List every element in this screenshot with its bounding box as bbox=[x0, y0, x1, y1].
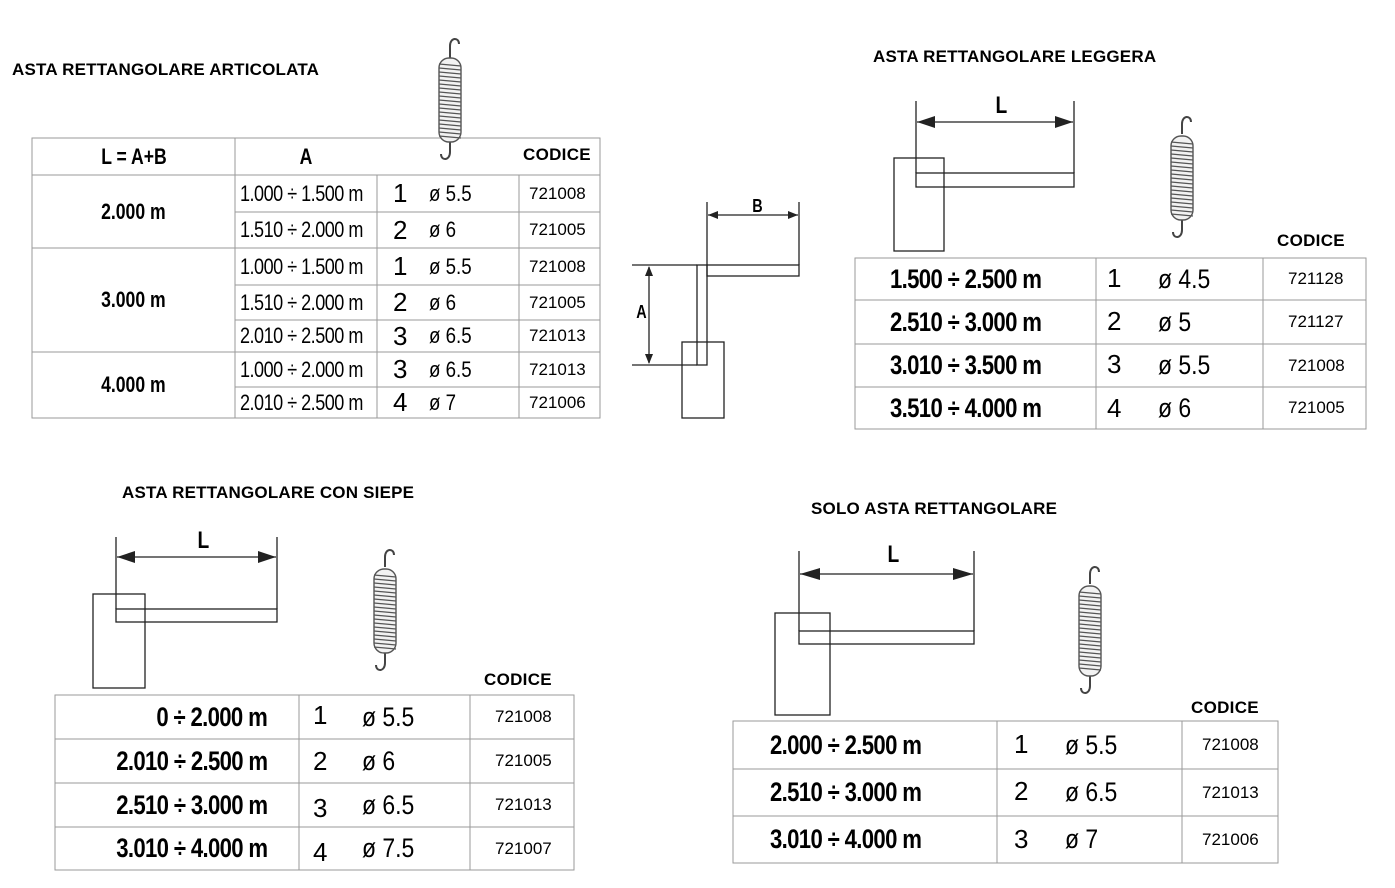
spring-number: 1 bbox=[1014, 728, 1029, 759]
range-cell: 2.510 ÷ 3.000 m bbox=[770, 777, 922, 807]
spring-number: 4 bbox=[393, 387, 408, 417]
diameter-cell: ø 6.5 bbox=[429, 356, 472, 382]
diameter-cell: ø 5.5 bbox=[429, 253, 472, 279]
range-cell: 0 ÷ 2.000 m bbox=[156, 701, 267, 732]
code-cell: 721008 bbox=[529, 183, 586, 203]
code-cell: 721013 bbox=[1202, 782, 1259, 802]
code-cell: 721005 bbox=[529, 220, 586, 239]
diameter-cell: ø 5.5 bbox=[1065, 729, 1118, 760]
range-cell: 1.000 ÷ 1.500 m bbox=[240, 253, 363, 279]
diameter-cell: ø 7 bbox=[429, 389, 457, 415]
header-length: L = A+B bbox=[100, 143, 167, 169]
dimension-l-label: L bbox=[995, 92, 1008, 119]
spring-number: 2 bbox=[313, 745, 328, 776]
range-cell: 1.510 ÷ 2.000 m bbox=[240, 289, 363, 315]
dimension-l-label: L bbox=[197, 527, 210, 554]
code-cell: 721127 bbox=[1288, 312, 1344, 331]
diameter-cell: ø 6 bbox=[1158, 392, 1192, 423]
range-cell: 2.510 ÷ 3.000 m bbox=[890, 306, 1042, 337]
range-cell: 3.010 ÷ 3.500 m bbox=[890, 350, 1042, 380]
spring-number: 2 bbox=[393, 214, 408, 245]
dimension-l-label: L bbox=[887, 541, 900, 568]
diameter-cell: ø 5.5 bbox=[1158, 350, 1211, 380]
group-length: 4.000 m bbox=[101, 372, 166, 397]
diameter-cell: ø 6.5 bbox=[429, 323, 472, 348]
diameter-cell: ø 6.5 bbox=[362, 789, 415, 820]
solo-title: SOLO ASTA RETTANGOLARE bbox=[811, 499, 1058, 518]
leggera-codice-header: CODICE bbox=[1277, 231, 1345, 250]
diameter-cell: ø 5 bbox=[1158, 306, 1192, 337]
code-cell: 721008 bbox=[1288, 355, 1345, 375]
code-cell: 721008 bbox=[529, 256, 586, 276]
range-cell: 2.510 ÷ 3.000 m bbox=[115, 789, 267, 820]
range-cell: 3.510 ÷ 4.000 m bbox=[890, 392, 1042, 423]
siepe-codice-header: CODICE bbox=[484, 670, 552, 689]
code-cell: 721005 bbox=[1288, 398, 1345, 417]
range-cell: 1.500 ÷ 2.500 m bbox=[890, 263, 1042, 294]
range-cell: 2.000 ÷ 2.500 m bbox=[770, 729, 922, 760]
spring-number: 3 bbox=[1014, 824, 1029, 854]
diameter-cell: ø 5.5 bbox=[362, 701, 415, 732]
code-cell: 721128 bbox=[1288, 269, 1344, 288]
spring-number: 3 bbox=[313, 792, 328, 823]
group-length: 3.000 m bbox=[101, 287, 166, 312]
range-cell: 2.010 ÷ 2.500 m bbox=[115, 745, 267, 776]
diameter-cell: ø 6.5 bbox=[1065, 777, 1118, 807]
range-cell: 1.510 ÷ 2.000 m bbox=[240, 217, 363, 242]
dimension-a-label: A bbox=[636, 301, 647, 322]
diameter-cell: ø 7.5 bbox=[362, 833, 415, 863]
spring-number: 4 bbox=[1107, 392, 1122, 423]
spring-number: 1 bbox=[393, 178, 408, 208]
group-length: 2.000 m bbox=[101, 198, 166, 224]
diameter-cell: ø 6 bbox=[362, 745, 396, 776]
articolata-codice-header: CODICE bbox=[523, 145, 591, 164]
spring-number: 4 bbox=[313, 837, 328, 867]
code-cell: 721013 bbox=[529, 326, 586, 345]
spring-number: 1 bbox=[1107, 262, 1122, 293]
spring-number: 3 bbox=[1107, 349, 1122, 379]
code-cell: 721013 bbox=[529, 359, 586, 379]
siepe-title: ASTA RETTANGOLARE CON SIEPE bbox=[122, 483, 415, 502]
range-cell: 2.010 ÷ 2.500 m bbox=[240, 389, 363, 415]
spring-number: 1 bbox=[313, 699, 328, 730]
articolata-title: ASTA RETTANGOLARE ARTICOLATA bbox=[12, 60, 320, 79]
spring-number: 3 bbox=[393, 320, 408, 351]
code-cell: 721005 bbox=[529, 292, 586, 312]
diameter-cell: ø 7 bbox=[1065, 824, 1099, 854]
range-cell: 3.010 ÷ 4.000 m bbox=[770, 824, 922, 854]
range-cell: 2.010 ÷ 2.500 m bbox=[240, 323, 363, 348]
leggera-title: ASTA RETTANGOLARE LEGGERA bbox=[873, 47, 1157, 66]
range-cell: 3.010 ÷ 4.000 m bbox=[115, 833, 267, 863]
range-cell: 1.000 ÷ 1.500 m bbox=[240, 180, 363, 206]
code-cell: 721013 bbox=[495, 795, 552, 814]
spring-number: 1 bbox=[393, 251, 408, 281]
diameter-cell: ø 6 bbox=[429, 289, 457, 315]
diameter-cell: ø 4.5 bbox=[1158, 263, 1211, 294]
code-cell: 721008 bbox=[1202, 735, 1259, 754]
diameter-cell: ø 5.5 bbox=[429, 180, 472, 206]
header-a: A bbox=[299, 143, 313, 169]
dimension-b-label: B bbox=[752, 195, 763, 216]
code-cell: 721008 bbox=[495, 707, 552, 726]
diameter-cell: ø 6 bbox=[429, 217, 457, 242]
spring-number: 3 bbox=[393, 354, 408, 384]
solo-codice-header: CODICE bbox=[1191, 698, 1259, 717]
code-cell: 721006 bbox=[529, 392, 586, 412]
code-cell: 721006 bbox=[1202, 829, 1259, 849]
code-cell: 721007 bbox=[495, 838, 552, 858]
spring-number: 2 bbox=[1107, 305, 1122, 336]
spring-number: 2 bbox=[1014, 776, 1029, 806]
code-cell: 721005 bbox=[495, 751, 552, 770]
range-cell: 1.000 ÷ 2.000 m bbox=[240, 356, 363, 382]
spring-number: 2 bbox=[393, 287, 408, 317]
